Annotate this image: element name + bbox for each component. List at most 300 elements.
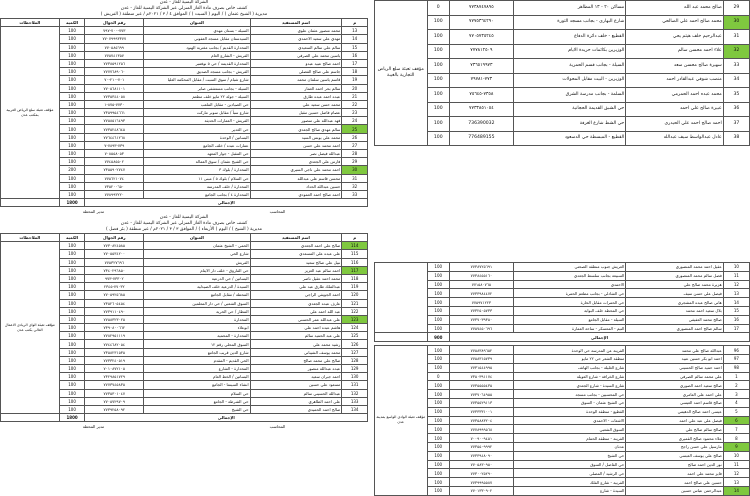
address: شارع السيدة - شارع الجعدي xyxy=(513,381,626,390)
signatures xyxy=(0,424,368,429)
phone-number: ٧٧٦٤٤٦١٢٦٨ xyxy=(85,133,144,141)
column-header: الملاحظات xyxy=(1,19,60,27)
beneficiary-table xyxy=(0,18,368,207)
phone-number: ٧٧٤٤٦٨٢٠٥٤ xyxy=(85,340,144,348)
table-body xyxy=(375,263,750,333)
quantity: 100 xyxy=(59,381,85,389)
row-number: 131 xyxy=(342,381,368,389)
panel-bottom-left xyxy=(0,215,368,430)
table-row xyxy=(375,354,750,363)
quantity: 100 xyxy=(427,88,450,103)
row-number: 119 xyxy=(342,283,368,291)
address: القطيع - منطقة الوحدة xyxy=(513,407,626,416)
address: الفريش xyxy=(144,258,250,266)
row-number: 122 xyxy=(342,307,368,315)
address: شارع البهاري - بجانب مسجد الثورة xyxy=(513,15,626,30)
phone-number: ٧٣٩٠٨٠٠٦٦٢ xyxy=(85,324,144,332)
total-row xyxy=(1,199,368,207)
beneficiary-name: سالم صالح احمد المنصوري xyxy=(626,324,724,333)
signature-manager: مدير المحطة xyxy=(82,424,105,430)
quantity: 100 xyxy=(59,348,85,356)
quantity: 100 xyxy=(59,100,85,108)
beneficiary-name: عبدالملك طارق عبد علي xyxy=(250,283,342,291)
column-header: العنوان xyxy=(144,19,250,27)
address: القطيع - المبسطة حي الدسعود xyxy=(513,131,626,146)
row-number: 14 xyxy=(342,35,368,43)
quantity: 100 xyxy=(427,15,450,30)
address: السوق الشعبي xyxy=(513,425,626,434)
table-row xyxy=(375,416,750,425)
total-label: الإجمالي xyxy=(85,414,368,422)
phone-number: ٧٧٣٣٢٤٠٥١٩ xyxy=(85,356,144,364)
quantity: 100 xyxy=(59,258,85,266)
quantity: 100 xyxy=(427,451,450,460)
beneficiary-name: عبدالله فيصل نصر xyxy=(250,150,342,158)
quantity: 100 xyxy=(59,51,85,59)
quantity: 100 xyxy=(427,363,450,372)
table-row xyxy=(375,390,750,399)
phone-number: ٧٣٣٠٢-٩٧٣ xyxy=(85,274,144,282)
address: عمارات عبده / خلف الجامع xyxy=(144,141,250,149)
phone-number: ٧٧٥٧٤٥٠٦٩٦ xyxy=(450,324,514,333)
address: الوزيرين بكائمات حريدة الايام xyxy=(513,44,626,59)
table-row xyxy=(375,131,750,146)
quantity: 100 xyxy=(427,271,450,280)
row-number: 133 xyxy=(342,397,368,405)
address: شارع الخرافة - شارع العويلة xyxy=(513,372,626,381)
signature-manager: مدير المحطة xyxy=(82,209,105,215)
address: السيلة - بستان مهدي xyxy=(144,27,250,35)
address: شارع الدين قريب الجامع xyxy=(144,348,250,356)
sheet-title: كشف خاص بصرف مادة الغاز المنزلي عبر الشركة اليمنية للغاز - عدن xyxy=(120,221,248,226)
column-header: م xyxy=(342,19,368,27)
phone-number: ٧٧٥٧٤١٣٥٧ xyxy=(85,51,144,59)
row-number: 20 xyxy=(342,84,368,92)
beneficiary-name: نور الدين احمد صالح xyxy=(626,460,724,469)
address: حي الغدير xyxy=(144,125,250,133)
beneficiary-name: احمد سالم عبد العزيز xyxy=(250,266,342,274)
quantity: 100 xyxy=(59,125,85,133)
address: السيدة - شارع xyxy=(513,486,626,495)
beneficiary-name: رشيد محمد علي xyxy=(250,340,342,348)
company-title: الشركة اليمنية للغاز - عدن xyxy=(159,0,209,5)
beneficiary-name: علاء محمود صالح القميري xyxy=(626,434,724,443)
phone-number: ٧٧٥٨٣٢٣٠٢٥ xyxy=(85,315,144,323)
beneficiary-name: فيصل علي عبد علي احمد xyxy=(626,416,724,425)
beneficiary-name: صالح محمد العفيفي xyxy=(626,315,724,324)
beneficiary-table-2 xyxy=(374,345,750,496)
address: منطقة الشعر حي ٢٢ مايو xyxy=(513,354,626,363)
phone-number: ٧٧٣٣٣٣١٠٠١ xyxy=(450,407,514,416)
row-number: 32 xyxy=(342,182,368,190)
address: عدنان xyxy=(513,442,626,451)
beneficiary-name: صالح علي محمد صالح xyxy=(250,356,342,364)
beneficiary-name: سهيرة صالح محسن سعد xyxy=(626,59,724,74)
row-number: 97 xyxy=(723,354,749,363)
row-number: 125 xyxy=(342,332,368,340)
row-number: 17 xyxy=(723,324,749,333)
address: المحدارة - الشارع xyxy=(144,365,250,373)
phone-number: ٧٣٥٩٩٥٤٦٦١ xyxy=(85,109,144,117)
row-number: 34 xyxy=(723,73,749,88)
phone-number: ٧٧٧٥٣٦٤٢٩٠ xyxy=(450,15,514,30)
phone-number: ٧٧٧٧٦٨٩٠٦٠ xyxy=(85,68,144,76)
address: شارع سبأ / مقابل سوبر ماركت xyxy=(144,109,250,117)
quantity: 100 xyxy=(427,425,450,434)
row-number: 98 xyxy=(723,363,749,372)
beneficiary-name: صالح سعيد احمد الصوري xyxy=(626,381,724,390)
table-row xyxy=(375,1,750,16)
beneficiary-name: هزيرة محمد صالح علي xyxy=(626,280,724,289)
table-row xyxy=(375,102,750,117)
beneficiary-name: بلال سعيد احمد محمد xyxy=(626,306,724,315)
quantity: 100 xyxy=(59,133,85,141)
column-header: اسم المستفيد xyxy=(250,19,342,27)
beneficiary-name: عصام فاضل حسين مقبل xyxy=(250,109,342,117)
quantity: 100 xyxy=(59,283,85,291)
beneficiary-name: محمد صالح احمد علي الصالحي xyxy=(626,15,724,30)
address: العريش جنوب منطقة الصحتي xyxy=(513,263,626,272)
phone-number: ٧٧٣٥٨٨٣٢٠٤ xyxy=(450,416,514,425)
beneficiary-name: عبده عبدالله منصور xyxy=(250,365,342,373)
row-number: 123 xyxy=(342,315,368,323)
beneficiary-name: حسين علي صالح احمد xyxy=(626,478,724,487)
quantity: 100 xyxy=(427,398,450,407)
table-row xyxy=(375,478,750,487)
quantity: 100 xyxy=(59,141,85,149)
address: حي الشبق القديمة الحجانية xyxy=(513,102,626,117)
table-row xyxy=(375,59,750,74)
address: حي الشرطة - الجامع xyxy=(144,397,250,405)
table-row xyxy=(375,280,750,289)
column-header: الكمية xyxy=(59,19,85,27)
total-row xyxy=(375,333,750,342)
row-number: 30 xyxy=(342,166,368,174)
row-number: 96 xyxy=(723,346,749,355)
beneficiary-name: احمد ابو بكر حسين عبيد xyxy=(626,354,724,363)
quantity: 100 xyxy=(427,486,450,495)
beneficiary-name: ياسين محمد علي الصرفي xyxy=(250,51,342,59)
quantity: 100 xyxy=(59,365,85,373)
table-row xyxy=(375,372,750,381)
address: حي الفاروق - خلف دار الايتام xyxy=(144,266,250,274)
phone-number: ٧٣٢٩٨٥١٧٢٩ xyxy=(85,373,144,381)
phone-number: ٧٣٥٨٢٣١٥٣٥ xyxy=(85,348,144,356)
table-row xyxy=(375,398,750,407)
phone-number: ٧٧٣٣٩٤٨٠٩٠ xyxy=(450,451,514,460)
table-row xyxy=(375,44,750,59)
address: حي الشط شارع الغرفة xyxy=(513,117,626,132)
phone-number: ٧٧٠٥٨٣٠٩٥٠ xyxy=(450,460,514,469)
phone-number: ٧٠١٠٨٧٢١٠٥ xyxy=(85,365,144,373)
beneficiary-table xyxy=(374,0,750,146)
total-label: الإجمالي xyxy=(85,199,368,207)
quantity: 100 xyxy=(59,315,85,323)
address: السلمة - بجانب مدرسة الشرق xyxy=(513,88,626,103)
quantity: 100 xyxy=(59,68,85,76)
notes-cell: مؤقف تعبئة سلع الرياض التجارية بالغيبة xyxy=(375,1,428,146)
table-row xyxy=(375,451,750,460)
beneficiary-name: علي عبدالله عمر الحسني xyxy=(250,315,342,323)
total-row xyxy=(1,414,368,422)
table-row xyxy=(375,469,750,478)
beneficiary-name: عبدالرحمن عباس حسين xyxy=(626,486,724,495)
address: حي السلام / بلوك ٥ / مبنى ١١ xyxy=(144,174,250,182)
table-header xyxy=(1,19,368,27)
phone-number: ٧٧٧٨١٢٥٠٩ xyxy=(450,44,514,59)
row-number: 124 xyxy=(342,324,368,332)
beneficiary-name: احمد صالح احمد علي الحيدري xyxy=(626,117,724,132)
quantity: 100 xyxy=(59,373,85,381)
beneficiary-name: علي احمد علي العامري xyxy=(626,390,724,399)
table-row xyxy=(375,263,750,272)
row-number: 121 xyxy=(342,299,368,307)
quantity: 100 xyxy=(59,274,85,282)
table-row xyxy=(375,271,750,280)
beneficiary-name: احمد محمد علي ناجي السيري xyxy=(250,166,342,174)
phone-number: 776489155 xyxy=(450,131,514,146)
notes-cell: مؤقف تعبئة سلع الرياض العربية بمكتب عدن xyxy=(1,27,60,199)
total-quantity: 1800 xyxy=(59,414,85,422)
address: حي السلام xyxy=(144,389,250,397)
row-number: 14 xyxy=(723,298,749,307)
quantity: 0 xyxy=(427,1,450,16)
row-number: 117 xyxy=(342,266,368,274)
phone-number: ٧٧٣٥٥٢٩١١٣ xyxy=(450,398,514,407)
quantity: 100 xyxy=(427,354,450,363)
table-row xyxy=(375,324,750,333)
signature-accountant: المحاسب xyxy=(269,424,286,430)
panel-top-right xyxy=(374,0,750,262)
beneficiary-name: صالح علي يوسف العبسي xyxy=(626,451,724,460)
row-number: 27 xyxy=(342,141,368,149)
table-row xyxy=(375,306,750,315)
row-number: 13 xyxy=(342,27,368,35)
address: السيلة - بجانب مستشفى صابر xyxy=(144,84,250,92)
beneficiary-table xyxy=(0,233,368,422)
address: الفرينة عن المدرسة حي الوحدة xyxy=(513,346,626,355)
beneficiary-name: سالم علي سالم السعيدي xyxy=(250,43,342,51)
phone-number: ٧٧٣-٧٠٠-٧٩٧ xyxy=(85,27,144,35)
phone-number: ٧٧٤٥٨٥٥٠٢ xyxy=(85,158,144,166)
panel-bottom-right xyxy=(374,262,750,494)
column-header: م xyxy=(342,234,368,242)
table-row xyxy=(375,30,750,45)
row-number: 12 xyxy=(723,280,749,289)
row-number: 118 xyxy=(342,274,368,282)
quantity: 100 xyxy=(59,150,85,158)
beneficiary-name: سالم بحر احمد العمار xyxy=(250,84,342,92)
row-number: 38 xyxy=(723,131,749,146)
quantity: 100 xyxy=(59,158,85,166)
quantity: 100 xyxy=(59,117,85,125)
beneficiary-name: محسن قاسم علي عبدالله xyxy=(250,174,342,182)
phone-number: ٧٧٣١٥٤٤٩٩٥ xyxy=(450,363,514,372)
beneficiary-name: احمد الجويفي الراجي xyxy=(250,291,342,299)
quantity: 100 xyxy=(59,266,85,274)
beneficiary-name: علاء احمد محسن سالم xyxy=(626,44,724,59)
row-number: 24 xyxy=(342,117,368,125)
table-row xyxy=(375,346,750,355)
table-row xyxy=(375,434,750,443)
address: المحدارة ٤ / بجانب الجامع xyxy=(144,190,250,198)
phone-number: ٧٧٣٥٥٠٩٩٩٢ xyxy=(450,442,514,451)
beneficiary-name: فضل سالم محمد المنصوري xyxy=(626,271,724,280)
row-number: 37 xyxy=(723,117,749,132)
row-number: 29 xyxy=(342,158,368,166)
row-number: 7 xyxy=(723,425,749,434)
row-number: 11 xyxy=(723,271,749,280)
address: السيلة - مقابل الجامع xyxy=(513,315,626,324)
row-number: 115 xyxy=(342,250,368,258)
quantity: 100 xyxy=(59,299,85,307)
sheet-title: كشف خاص بصرف مادة الغاز المنزلي عبر الشركة اليمنية للغاز - عدن xyxy=(120,6,248,11)
row-number: 18 xyxy=(342,68,368,76)
row-number: 23 xyxy=(342,109,368,117)
phone-number: ٧٧٣٨٤٥٥١٦٠ xyxy=(450,271,514,280)
phone-number: ٧٣٥٢٠٠٦٥٠ xyxy=(85,182,144,190)
row-number: 10 xyxy=(723,263,749,272)
beneficiary-name: علي عبده علي المسعدي xyxy=(250,250,342,258)
table-row xyxy=(375,425,750,434)
row-number: 19 xyxy=(342,76,368,84)
row-number: 12 xyxy=(723,469,749,478)
address: الفريش - بجانب مسجد الصديق xyxy=(144,68,250,76)
quantity: 100 xyxy=(427,469,450,478)
row-number: 28 xyxy=(342,150,368,158)
address: حي الشادلي - بجانب مطعم الحمرة xyxy=(513,289,626,298)
beneficiary-name: عبدالله الحسيني سالم xyxy=(250,389,342,397)
phone-number: ٧٧٥٨٣١٥٧٣٩ xyxy=(450,354,514,363)
row-number: 6 xyxy=(723,416,749,425)
row-number: 5 xyxy=(723,407,749,416)
address: حي الشيخ xyxy=(513,451,626,460)
quantity: 100 xyxy=(59,250,85,258)
quantity: 100 xyxy=(427,407,450,416)
phone-number: ٧٧٥٩٧١٢٢٣ xyxy=(450,298,514,307)
phone-number: ٧٧٣٥٢٤٨٦٤٥ xyxy=(85,125,144,133)
beneficiary-name: مارسيل علي حسن راجح xyxy=(626,442,724,451)
address: السوق الشعبي / حي دار المعلمين xyxy=(144,299,250,307)
beneficiary-name: عبده احمد عبده طارق xyxy=(250,92,342,100)
phone-number: ٧٧٨٢٩٥١١١٩ xyxy=(85,332,144,340)
beneficiary-name: صالح قاسم احمد العيسي xyxy=(626,398,724,407)
total-label: الإجمالي xyxy=(450,333,750,342)
phone-number: ٧٧٣٣٩٨٤٤٧٢ xyxy=(450,289,514,298)
address: ابوعلاء xyxy=(144,324,250,332)
phone-number: ٧٧٥٨٣٨٩٦٥٢ xyxy=(450,346,514,355)
phone-number: ٧٧٣٩٩٩٥٥٨٧ xyxy=(450,478,514,487)
beneficiary-name: جاسم علي صالح الفضلي xyxy=(250,68,342,76)
table-body xyxy=(375,1,750,146)
table-row xyxy=(375,117,750,132)
quantity: 100 xyxy=(59,76,85,84)
row-number: 36 xyxy=(723,102,749,117)
phone-number: ٧٣٦٥١٩٩٧٣ xyxy=(450,59,514,74)
notes-cell xyxy=(375,263,428,333)
beneficiary-name: صالح سالم صالح علي xyxy=(626,425,724,434)
table-row xyxy=(375,460,750,469)
row-number: 8 xyxy=(723,434,749,443)
row-number: 128 xyxy=(342,356,368,364)
address: السيلة - جولة ٢٢ مايو خلف مطعم xyxy=(144,92,250,100)
quantity: 100 xyxy=(59,59,85,67)
phone-number: ٧٧٠٥٦٨١١٠١ xyxy=(85,84,144,92)
beneficiary-name: عبيرة صالح علي احمد xyxy=(626,102,724,117)
quantity: 100 xyxy=(59,242,85,250)
quantity: 100 xyxy=(59,397,85,405)
phone-number: 736390032 xyxy=(450,117,514,132)
quantity: 100 xyxy=(59,174,85,182)
address: السوق المحلي رقم ١٢ xyxy=(144,340,250,348)
quantity: 100 xyxy=(59,405,85,413)
quantity: 100 xyxy=(427,298,450,307)
beneficiary-name: مهدي علي سعيد الاحمدي xyxy=(250,35,342,43)
phone-number: ٧٧٠٣٢-٢٣٤٥ xyxy=(85,283,144,291)
notes-cell: مؤقف تعبئة الواي الريادي الاعمال العالي بكتب عدن xyxy=(1,242,60,414)
quantity: 100 xyxy=(59,43,85,51)
phone-number: ٧٧٣٢٥٠٥٧٣٣ xyxy=(450,306,514,315)
beneficiary-name: محمد يوسف الشيباني xyxy=(250,348,342,356)
address: البساتين / الخط العام xyxy=(144,373,250,381)
panel-header xyxy=(0,215,368,233)
beneficiary-name: عبد الله احمد علي xyxy=(250,307,342,315)
quantity: 100 xyxy=(59,332,85,340)
beneficiary-name: عيسى احمد صالح الدهيمي xyxy=(626,407,724,416)
quantity: 100 xyxy=(427,131,450,146)
phone-number: ٧٧٠٥٧٣٥٢٤٥ xyxy=(450,30,514,45)
quantity: 100 xyxy=(59,291,85,299)
row-number: 15 xyxy=(342,43,368,51)
table-header xyxy=(1,234,368,242)
table-row xyxy=(375,289,750,298)
phone-number: ٧٣٥٨-٧٥٦٤٥ xyxy=(450,88,514,103)
address: حي الشيخ عثمان - السوق xyxy=(513,398,626,407)
row-number: 15 xyxy=(723,306,749,315)
table-row xyxy=(375,315,750,324)
address: الفرينة - منطقة الحمام xyxy=(513,434,626,443)
quantity: 100 xyxy=(427,102,450,117)
column-header: الكمية xyxy=(59,234,85,242)
panel-top-left xyxy=(0,0,368,215)
address: الحمي - الشيخ عثمان xyxy=(144,242,250,250)
table-row xyxy=(375,486,750,495)
quantity: 100 xyxy=(59,307,85,315)
column-header: اسم المستفيد xyxy=(250,234,342,242)
phone-number: ٧٧٠٥٨٥٦٩٩ xyxy=(85,43,144,51)
phone-number: ٧٧٣٠-٨٧٥-١ xyxy=(85,100,144,108)
phone-number: ٧٧٠٧٩٩٩٣٣٧٧ xyxy=(85,35,144,43)
beneficiary-name: محمد عبده احمد الحمرمي xyxy=(626,88,724,103)
quantity: 100 xyxy=(59,182,85,190)
table-body xyxy=(1,242,368,414)
phone-number: ٧٧٣٨٧٤٧٨٩٥ xyxy=(450,1,514,16)
phone-number: ٧٧٧٨٩٩٩٥٦٨ xyxy=(450,425,514,434)
quantity: 100 xyxy=(427,381,450,390)
address: مساكن ٢٠ - ١٣ المطاهر xyxy=(513,1,626,16)
beneficiary-name: احمد حميد صالح الحسيني xyxy=(626,363,724,372)
phone-number: ٧٧٠٥٧٢٩٧٠٩ xyxy=(85,397,144,405)
row-number: 114 xyxy=(342,242,368,250)
beneficiary-name: نبيل علي صالح سعيد xyxy=(250,258,342,266)
phone-number: ٧٣٩-٧٨٩٣-٧ xyxy=(85,141,144,149)
column-header: رقم الجوال xyxy=(85,234,144,242)
phone-number: ٧٧١٥٨٠٧٦٥ xyxy=(450,280,514,289)
table-row xyxy=(375,381,750,390)
row-number: 32 xyxy=(723,44,749,59)
address: المحطة / مقابل الجامع xyxy=(144,291,250,299)
quantity: 100 xyxy=(59,340,85,348)
